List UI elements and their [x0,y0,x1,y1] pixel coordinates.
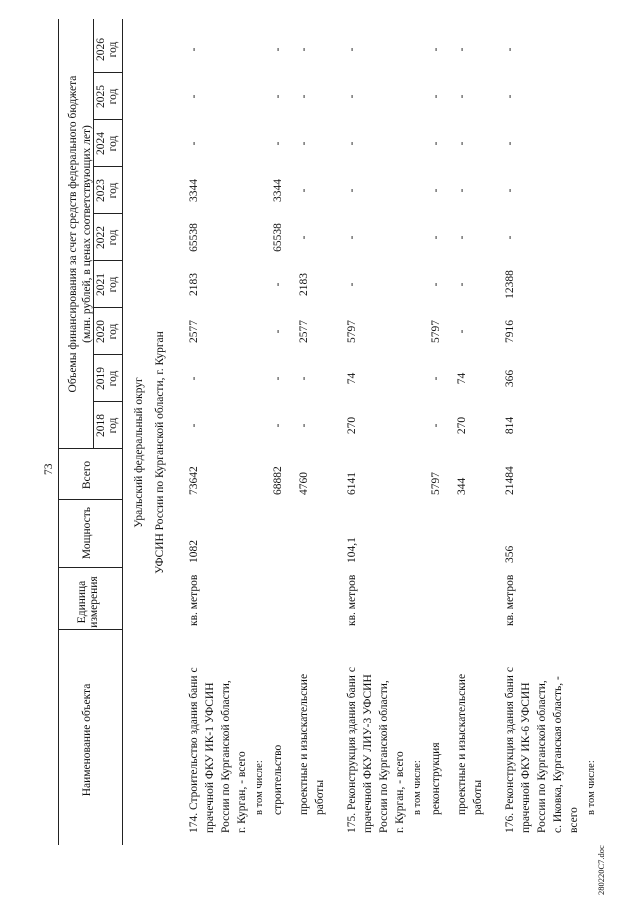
year-value-cell: 814 [504,416,516,435]
year-value-cell: - [188,141,200,146]
capacity-cell: 356 [504,545,516,563]
object-name-line: г. Курган, - всего [394,751,406,833]
sub-year-value-cell: - [272,141,284,146]
capacity-cell: 104,1 [346,537,358,563]
object-name-line: г. Курган, - всего [236,751,248,833]
sub-year-value-cell: - [298,423,310,428]
year-value-cell: 12388 [504,270,516,299]
year-value-cell: - [188,423,200,428]
sub-item-name: строительство [272,744,284,815]
sub-year-value-cell: 74 [456,372,468,385]
year-header: 2026 год [95,38,119,61]
year-value-cell: - [504,47,516,52]
object-name-line: России по Курганской области, [220,680,232,833]
year-value-cell: - [346,282,358,287]
year-header: 2019 год [95,367,119,390]
total-cell: 73642 [188,466,200,495]
sub-year-value-cell: - [456,282,468,287]
year-header: 2021 год [95,273,119,296]
sub-item-name: проектные и изыскательские [456,673,468,815]
object-name-line: с. Иковка, Курганская область, - [552,676,564,833]
grid-line [58,19,59,845]
sub-year-value-cell: - [430,282,442,287]
sub-year-value-cell: - [298,47,310,52]
unit-cell: кв. метров [346,574,358,626]
header-funding-title: Объемы финансирования за счет средств федерального бюджета [67,75,79,393]
year-value-cell: 270 [346,416,358,435]
capacity-cell: 1082 [188,540,200,563]
sub-year-value-cell: 270 [456,416,468,435]
sub-item-name: проектные и изыскательские [298,673,310,815]
sub-year-value-cell: - [272,47,284,52]
year-value-cell: - [346,141,358,146]
sub-item-name: работы [314,779,326,815]
sub-total-cell: 4760 [298,472,310,495]
header-capacity: Мощность [81,506,93,560]
year-header: 2024 год [95,132,119,155]
sub-year-value-cell: - [298,235,310,240]
object-name-line: прачечной ФКУ ИК-1 УФСИН [204,682,216,833]
object-name-line: прачечной ФКУ ЛИУ-3 УФСИН [362,674,374,833]
object-name-line: прачечной ФКУ ИК-6 УФСИН [520,682,532,833]
sub-item-name: реконструкция [430,742,442,815]
sub-year-value-cell: - [456,188,468,193]
sub-year-value-cell: - [298,188,310,193]
unit-cell: кв. метров [504,574,516,626]
year-value-cell: - [346,94,358,99]
sub-year-value-cell: 2183 [298,273,310,296]
sub-year-value-cell: 65538 [272,223,284,252]
year-header: 2020 год [95,320,119,343]
district-title: Уральский федеральный округ [133,377,145,528]
year-value-cell: 65538 [188,223,200,252]
grid-line [58,567,122,568]
header-total: Всего [81,460,93,490]
total-cell: 6141 [346,472,358,495]
year-value-cell: - [346,235,358,240]
sub-year-value-cell: - [272,376,284,381]
sub-year-value-cell: - [456,141,468,146]
year-value-cell: - [504,141,516,146]
sub-year-value-cell: - [430,188,442,193]
sub-year-value-cell: - [456,94,468,99]
year-value-cell: 74 [346,372,358,385]
footer-code: 280220С7.doc [596,845,606,895]
sub-year-value-cell: - [272,282,284,287]
sub-year-value-cell: - [272,329,284,334]
header-funding-subtitle: (млн. рублей, в ценах соответствующих лет) [81,125,93,343]
object-name-line: России по Курганской области, [536,680,548,833]
year-value-cell: 2183 [188,273,200,296]
object-name-line: 176. Реконструкция здания бани с [504,667,516,833]
year-value-cell: - [188,47,200,52]
year-value-cell: - [346,188,358,193]
year-header: 2022 год [95,226,119,249]
sub-year-value-cell: - [430,94,442,99]
sub-year-value-cell: - [272,94,284,99]
header-object-name: Наименование объекта [81,683,93,797]
sub-year-value-cell: - [456,47,468,52]
year-header: 2025 год [95,85,119,108]
sub-year-value-cell: - [456,329,468,334]
year-value-cell: - [346,47,358,52]
sub-header: в том числе: [412,760,423,815]
grid-line [122,19,123,845]
sub-year-value-cell: - [430,235,442,240]
sub-year-value-cell: 2577 [298,320,310,343]
sub-year-value-cell: - [430,47,442,52]
object-name-line: 174. Строительство здания бани с [188,667,200,833]
sub-year-value-cell: 5797 [430,320,442,343]
object-name-line: 175. Реконструкция здания бани с [346,667,358,833]
total-cell: 21484 [504,466,516,495]
sub-header: в том числе: [586,760,597,815]
sub-item-name: работы [472,779,484,815]
year-value-cell: 3344 [188,179,200,202]
sub-total-cell: 5797 [430,472,442,495]
year-value-cell: 366 [504,369,516,388]
sub-year-value-cell: - [430,141,442,146]
object-name-line: России по Курганской области, [378,680,390,833]
year-value-cell: - [188,94,200,99]
year-value-cell: - [504,188,516,193]
sub-year-value-cell: - [430,423,442,428]
year-value-cell: - [504,235,516,240]
header-unit: Единица измерения [76,576,100,628]
year-header: 2018 год [95,414,119,437]
sub-total-cell: 68882 [272,466,284,495]
unit-cell: кв. метров [188,574,200,626]
department-title: УФСИН России по Курганской области, г. Курган [154,331,166,574]
page-number: 73 [43,463,55,475]
object-name-line: всего [568,807,580,833]
year-value-cell: 7916 [504,320,516,343]
sub-year-value-cell: - [298,376,310,381]
sub-year-value-cell: - [298,94,310,99]
sub-year-value-cell: - [272,423,284,428]
sub-year-value-cell: - [298,141,310,146]
year-value-cell: 2577 [188,320,200,343]
year-value-cell: 5797 [346,320,358,343]
year-value-cell: - [188,376,200,381]
year-header: 2023 год [95,179,119,202]
sub-year-value-cell: - [456,235,468,240]
sub-header: в том числе: [254,760,265,815]
sub-total-cell: 344 [456,477,468,495]
sub-year-value-cell: 3344 [272,179,284,202]
sub-year-value-cell: - [430,376,442,381]
year-value-cell: - [504,94,516,99]
